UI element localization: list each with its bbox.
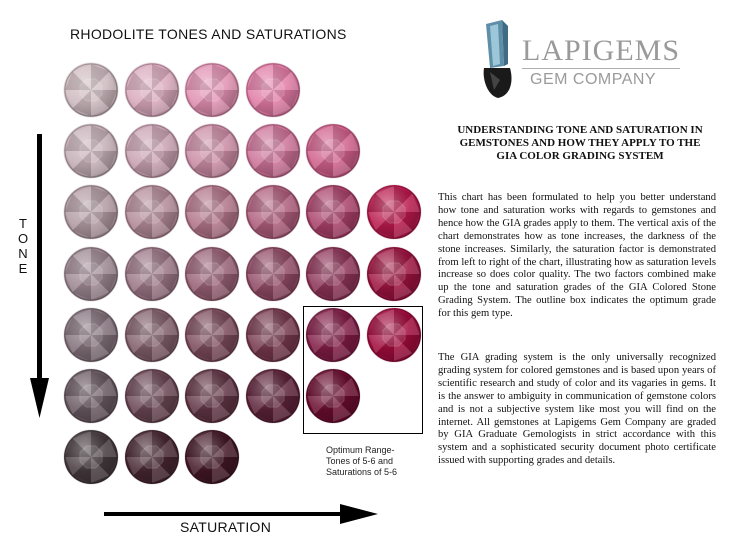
gem-swatch	[125, 185, 179, 239]
gem-facets-icon	[185, 124, 239, 178]
gem-swatch	[306, 247, 360, 301]
gem-facets-icon	[125, 124, 179, 178]
gem-swatch	[185, 124, 239, 178]
optimum-note-line: Saturations of 5-6	[326, 467, 398, 477]
gem-swatch	[64, 185, 118, 239]
gem-swatch	[246, 124, 300, 178]
gem-swatch	[64, 247, 118, 301]
gem-facets-icon	[185, 430, 239, 484]
logo-subtitle: GEM COMPANY	[530, 71, 657, 88]
gem-swatch	[64, 63, 118, 117]
heading-line: GIA COLOR GRADING SYSTEM	[496, 150, 664, 162]
logo-name: LAPIGEMS	[522, 34, 681, 67]
gem-facets-icon	[64, 185, 118, 239]
gem-swatch	[185, 369, 239, 423]
gem-swatch	[367, 185, 421, 239]
gem-swatch	[185, 430, 239, 484]
gem-facets-icon	[64, 247, 118, 301]
gem-facets-icon	[246, 247, 300, 301]
saturation-axis-label: SATURATION	[180, 519, 272, 535]
gem-facets-icon	[64, 124, 118, 178]
gem-facets-icon	[185, 185, 239, 239]
gem-swatch	[125, 369, 179, 423]
optimum-note-line: Tones of 5-6 and	[326, 456, 394, 466]
gem-swatch	[367, 247, 421, 301]
gem-swatch	[306, 124, 360, 178]
article-heading	[440, 124, 720, 163]
gem-facets-icon	[306, 185, 360, 239]
gem-facets-icon	[125, 63, 179, 117]
chart-title: RHODOLITE TONES AND SATURATIONS	[70, 26, 347, 42]
gem-facets-icon	[185, 247, 239, 301]
gem-facets-icon	[367, 247, 421, 301]
logo-divider	[522, 68, 680, 69]
gem-swatch	[306, 185, 360, 239]
tone-letter: N	[18, 246, 28, 261]
gem-swatch	[64, 308, 118, 362]
gem-swatch	[185, 185, 239, 239]
optimum-box	[303, 306, 423, 434]
paragraph-2: The GIA grading system is the only universally recognized grading system for colored gemstones and is based upon years of scientific research and study of color and its vagaries in gems. It is the answer to ambiguity in communication of gemstone colors and is not a subjective system like most you will find on the internet. All gemstones at Lapigems Gem Company are graded by GIA Graduate Gemologists in strict accordance with this system and a sophisticated security document photo certificate issued with supporting grades and details.	[438, 352, 716, 467]
gem-facets-icon	[64, 63, 118, 117]
gem-swatch	[185, 308, 239, 362]
tone-letter: E	[18, 261, 28, 276]
gem-swatch	[125, 308, 179, 362]
gem-facets-icon	[306, 124, 360, 178]
heading-line: UNDERSTANDING TONE AND SATURATION IN	[457, 124, 703, 136]
gem-swatch	[246, 63, 300, 117]
gem-facets-icon	[246, 63, 300, 117]
gem-swatch	[246, 185, 300, 239]
gem-swatch	[125, 124, 179, 178]
tone-letter: O	[17, 231, 29, 246]
gem-facets-icon	[246, 369, 300, 423]
gem-swatch	[125, 63, 179, 117]
gem-facets-icon	[246, 308, 300, 362]
tone-letter: T	[19, 216, 27, 231]
optimum-note	[326, 445, 426, 478]
gem-swatch	[246, 308, 300, 362]
gem-facets-icon	[185, 308, 239, 362]
company-logo	[480, 20, 680, 100]
gem-facets-icon	[64, 430, 118, 484]
gem-facets-icon	[125, 308, 179, 362]
gem-facets-icon	[246, 185, 300, 239]
paragraph-1: This chart has been formulated to help you better understand how tone and saturation works with regards to gemstones and hence how the GIA grades apply to them. The vertical axis of the chart demonstrates how as tone increases, the darkness of the stone increases. Similarly, the saturation factor is demonstrated from left to right of the chart, illustrating how as saturation levels increase so does color quality. The two factors combined make up the tone and saturation grades of the GIA Colored Stone Grading System. The outline box indicates the optimum grade for this gem type.	[438, 192, 716, 320]
gem-facets-icon	[64, 308, 118, 362]
tone-axis-label	[16, 216, 30, 276]
gem-swatch	[64, 124, 118, 178]
tone-arrow-icon	[30, 134, 50, 420]
gem-facets-icon	[246, 124, 300, 178]
gem-swatch	[64, 369, 118, 423]
gem-facets-icon	[64, 369, 118, 423]
gem-swatch	[246, 369, 300, 423]
gem-swatch	[125, 247, 179, 301]
optimum-note-line: Optimum Range-	[326, 445, 395, 455]
gem-facets-icon	[125, 430, 179, 484]
gem-swatch	[185, 63, 239, 117]
crystal-logo-icon	[480, 20, 520, 100]
gem-facets-icon	[185, 63, 239, 117]
gem-facets-icon	[306, 247, 360, 301]
heading-line: GEMSTONES AND HOW THEY APPLY TO THE	[459, 137, 701, 149]
gem-swatch	[125, 430, 179, 484]
gem-facets-icon	[125, 247, 179, 301]
gem-swatch	[185, 247, 239, 301]
gem-facets-icon	[367, 185, 421, 239]
gem-facets-icon	[125, 369, 179, 423]
gem-facets-icon	[185, 369, 239, 423]
gem-swatch	[64, 430, 118, 484]
gem-swatch	[246, 247, 300, 301]
gem-facets-icon	[125, 185, 179, 239]
